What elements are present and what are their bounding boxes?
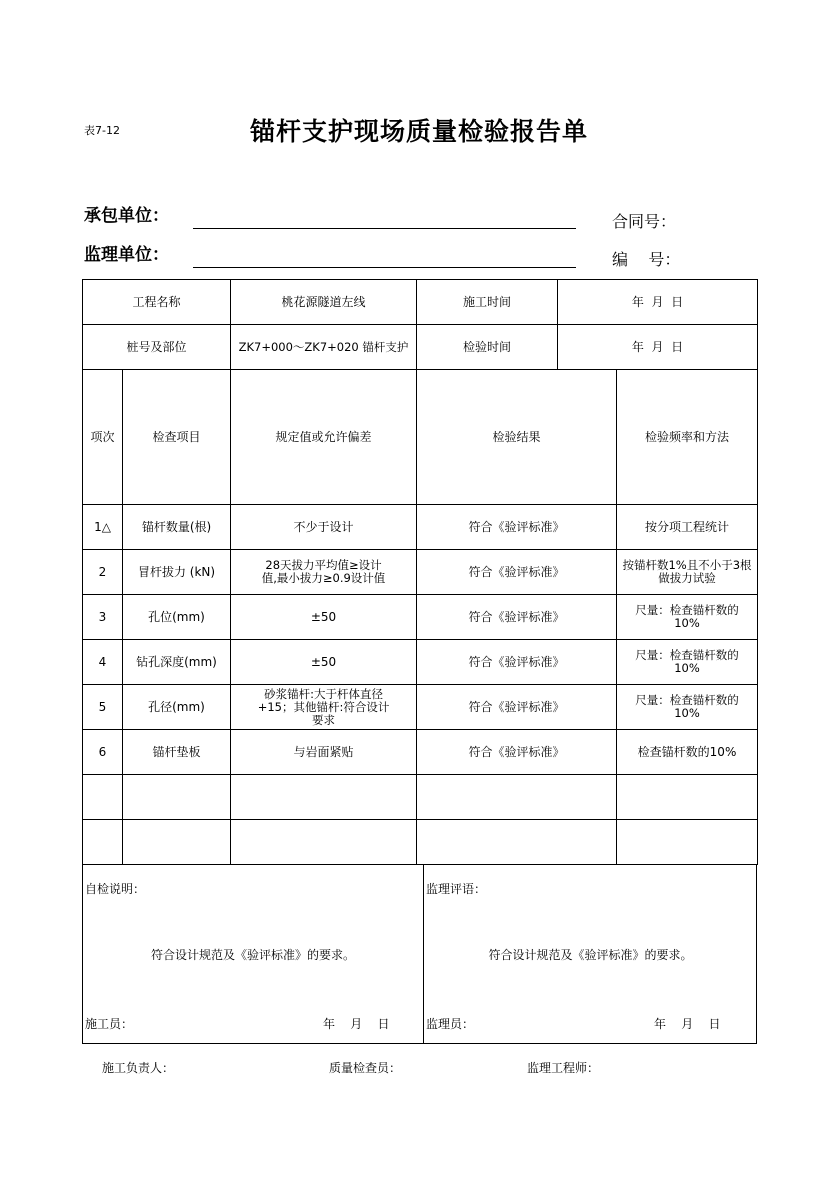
row-spec: 与岩面紧贴 xyxy=(231,730,417,775)
supervision-date: 年 月 日 xyxy=(654,1017,721,1031)
page-title: 锚杆支护现场质量检验报告单 xyxy=(249,117,588,146)
project-name-value: 桃花源隧道左线 xyxy=(231,280,417,325)
supervisor-input-line[interactable] xyxy=(193,267,576,268)
contractor-input-line[interactable] xyxy=(193,228,576,229)
row-method: 尺量：检查锚杆数的10% xyxy=(617,685,758,730)
self-check-date: 年 月 日 xyxy=(323,1017,390,1031)
col-header-no: 项次 xyxy=(83,370,123,505)
info-row-station xyxy=(83,325,758,370)
table-row xyxy=(83,640,758,685)
contractor-label: 承包单位： xyxy=(84,206,169,226)
inspection-table xyxy=(82,279,758,865)
construction-time-value: 年 月 日 xyxy=(558,280,758,325)
row-method: 按分项工程统计 xyxy=(617,505,758,550)
row-result: 符合《验评标准》 xyxy=(417,730,617,775)
contract-number-label: 合同号： xyxy=(612,212,677,231)
serial-number-label: 编 号： xyxy=(612,250,681,269)
row-item: 锚杆垫板 xyxy=(123,730,231,775)
form-number: 表7-12 xyxy=(84,124,120,137)
quality-inspector-label: 质量检查员： xyxy=(329,1061,402,1075)
supervisor-label: 监理单位： xyxy=(84,245,169,265)
supervision-signer-label: 监理员： xyxy=(426,1017,475,1031)
row-no: 6 xyxy=(83,730,123,775)
table-row xyxy=(83,685,758,730)
construction-lead-label: 施工负责人： xyxy=(102,1061,175,1075)
empty-row xyxy=(83,775,758,820)
row-item: 孔位(mm) xyxy=(123,595,231,640)
table-row xyxy=(83,595,758,640)
col-header-spec: 规定值或允许偏差 xyxy=(231,370,417,505)
row-spec: ±50 xyxy=(231,640,417,685)
row-method: 按锚杆数1%且不小于3根做拔力试验 xyxy=(617,550,758,595)
row-no: 4 xyxy=(83,640,123,685)
supervision-label: 监理评语： xyxy=(426,882,487,896)
construction-time-label: 施工时间 xyxy=(417,280,558,325)
row-no: 3 xyxy=(83,595,123,640)
table-row xyxy=(83,550,758,595)
table-row xyxy=(83,730,758,775)
row-no: 1△ xyxy=(83,505,123,550)
col-header-method: 检验频率和方法 xyxy=(617,370,758,505)
row-method: 尺量：检查锚杆数的10% xyxy=(617,640,758,685)
row-method: 检查锚杆数的10% xyxy=(617,730,758,775)
station-value: ZK7+000～ZK7+020 锚杆支护 xyxy=(231,325,417,370)
remarks-section xyxy=(82,864,757,1044)
supervising-engineer-label: 监理工程师： xyxy=(527,1061,600,1075)
station-label: 桩号及部位 xyxy=(83,325,231,370)
row-no: 2 xyxy=(83,550,123,595)
row-spec: 砂浆锚杆:大于杆体直径+15；其他锚杆:符合设计要求 xyxy=(231,685,417,730)
col-header-item: 检查项目 xyxy=(123,370,231,505)
project-name-label: 工程名称 xyxy=(83,280,231,325)
col-header-result: 检验结果 xyxy=(417,370,617,505)
info-row-project xyxy=(83,280,758,325)
row-result: 符合《验评标准》 xyxy=(417,595,617,640)
row-spec: 不少于设计 xyxy=(231,505,417,550)
row-item: 钻孔深度(mm) xyxy=(123,640,231,685)
self-check-label: 自检说明： xyxy=(85,882,146,896)
row-spec: 28天拔力平均值≥设计值,最小拔力≥0.9设计值 xyxy=(231,550,417,595)
row-item: 锚杆数量(根) xyxy=(123,505,231,550)
row-result: 符合《验评标准》 xyxy=(417,640,617,685)
row-result: 符合《验评标准》 xyxy=(417,685,617,730)
row-result: 符合《验评标准》 xyxy=(417,550,617,595)
row-method: 尺量：检查锚杆数的10% xyxy=(617,595,758,640)
self-check-signer-label: 施工员： xyxy=(85,1017,134,1031)
row-item: 冒杆拔力 (kN) xyxy=(123,550,231,595)
inspection-time-value: 年 月 日 xyxy=(558,325,758,370)
inspection-time-label: 检验时间 xyxy=(417,325,558,370)
row-spec: ±50 xyxy=(231,595,417,640)
empty-row xyxy=(83,820,758,865)
table-row xyxy=(83,505,758,550)
column-header-row xyxy=(83,370,758,505)
row-item: 孔径(mm) xyxy=(123,685,231,730)
row-no: 5 xyxy=(83,685,123,730)
self-check-text: 符合设计规范及《验评标准》的要求。 xyxy=(150,948,355,962)
supervision-text: 符合设计规范及《验评标准》的要求。 xyxy=(488,948,693,962)
row-result: 符合《验评标准》 xyxy=(417,505,617,550)
